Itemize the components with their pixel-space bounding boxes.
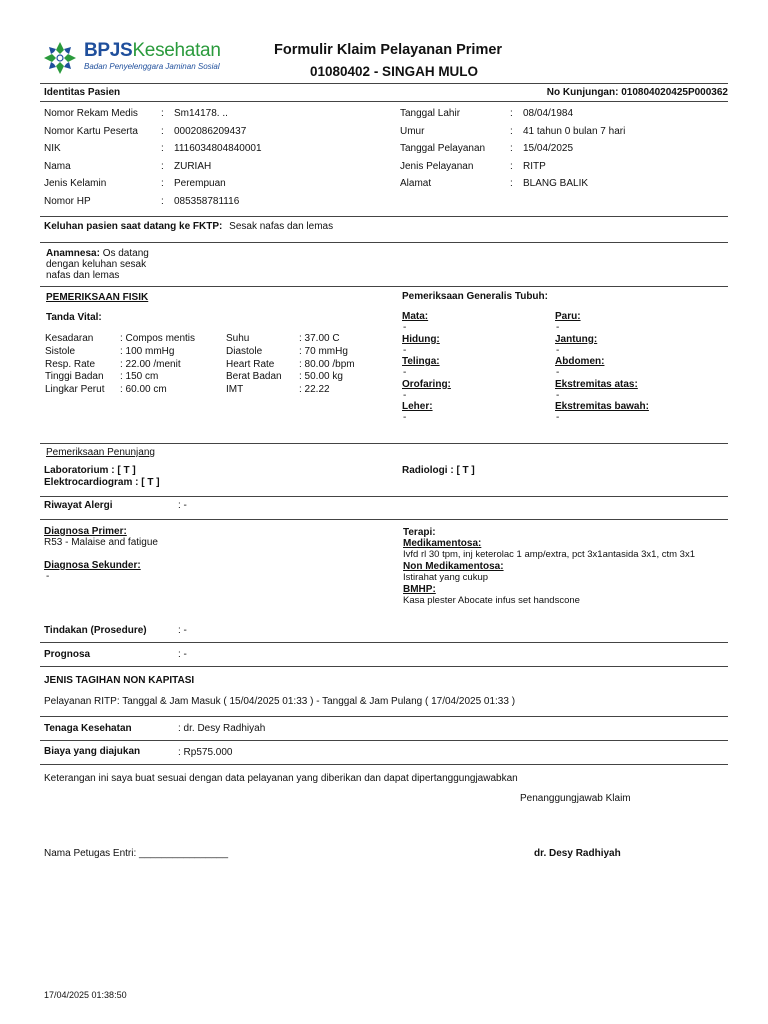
general-exam-value: - (556, 412, 560, 423)
general-exam-value: - (403, 412, 407, 423)
general-exam-label: Ekstremitas bawah: (555, 401, 649, 412)
divider (40, 286, 728, 287)
vital-label: IMT (226, 384, 244, 396)
prognosis-value: : - (178, 649, 187, 660)
bpjs-emblem-icon (42, 40, 78, 76)
vital-value: : Compos mentis (120, 333, 196, 344)
general-exam-value: - (556, 344, 560, 356)
divider (40, 101, 728, 102)
general-exam-label: Hidung: (402, 333, 440, 345)
identity-field-label: Jenis Pelayanan (400, 160, 474, 172)
divider (40, 242, 728, 243)
vital-label: Tinggi Badan (45, 371, 104, 383)
identity-field-colon: : (161, 143, 164, 154)
vital-label: Diastole (226, 345, 263, 357)
general-exam-label: Ekstremitas atas: (555, 378, 638, 390)
identity-field-colon: : (510, 160, 513, 172)
identity-field-value: Perempuan (174, 178, 226, 189)
general-exam-label: Orofaring: (402, 378, 451, 390)
identity-section-label: Identitas Pasien (44, 87, 121, 98)
anamnesis-line-1: Os datang (102, 248, 149, 259)
doctor-signature-name: dr. Desy Radhiyah (534, 848, 621, 859)
vital-signs-title: Tanda Vital: (46, 312, 102, 323)
responsible-label: Penanggungjawab Klaim (520, 793, 631, 804)
form-title: Formulir Klaim Pelayanan Primer (274, 42, 503, 58)
divider (40, 740, 728, 741)
vital-value: : 70 mmHg (299, 345, 348, 357)
primary-diagnosis-label: Diagnosa Primer: (44, 526, 127, 537)
vital-value: : 100 mmHg (120, 345, 175, 357)
procedure-value: : - (178, 625, 187, 636)
vital-label: Suhu (226, 333, 250, 344)
vital-value: : 80.00 /bpm (299, 358, 355, 370)
billing-title: JENIS TAGIHAN NON KAPITASI (44, 675, 195, 686)
vital-label: Kesadaran (45, 333, 94, 344)
logo-wordmark: BPJSKesehatan (84, 40, 221, 61)
identity-field-value: 1116034804840001 (174, 143, 262, 154)
identity-field-label: Alamat (400, 178, 432, 189)
statement-text: Keterangan ini saya buat sesuai dengan data pelayanan yang diberikan dan dapat dipertanggungjawabkan (44, 773, 518, 784)
identity-field-label: Nomor Rekam Medis (44, 108, 138, 119)
vital-value: : 22.22 (299, 384, 330, 396)
identity-field-colon: : (161, 108, 164, 119)
staff-value: : dr. Desy Radhiyah (178, 723, 266, 734)
identity-field-value: ZURIAH (174, 160, 212, 172)
identity-field-value: 15/04/2025 (523, 143, 574, 154)
identity-field-label: Nomor Kartu Peserta (44, 125, 138, 137)
lab-result: Laboratorium : [ T ] (44, 465, 136, 476)
general-exam-label: Abdomen: (555, 356, 605, 367)
general-exam-title: Pemeriksaan Generalis Tubuh: (402, 291, 548, 302)
general-exam-value: - (556, 389, 560, 401)
identity-field-colon: : (161, 160, 164, 172)
print-timestamp: 17/04/2025 01:38:50 (44, 990, 127, 1000)
identity-field-value: 0002086209437 (174, 125, 247, 137)
vital-value: : 22.00 /menit (120, 358, 181, 370)
divider (40, 496, 728, 497)
non-medication-value: Istirahat yang cukup (403, 572, 489, 583)
radiology-result: Radiologi : [ T ] (402, 465, 475, 476)
ekg-result: Elektrocardiogram : [ T ] (44, 477, 160, 488)
vital-label: Berat Badan (226, 371, 282, 383)
complaint-value: Sesak nafas dan lemas (229, 221, 334, 232)
identity-field-value: 085358781116 (174, 195, 240, 207)
allergy-value: : - (178, 500, 187, 511)
entry-officer-label: Nama Petugas Entri: ________________ (44, 848, 229, 859)
bmhp-label: BMHP: (403, 584, 436, 595)
anamnesis-line-2: dengan keluhan sesak (46, 259, 147, 270)
general-exam-value: - (403, 344, 407, 356)
secondary-diagnosis-label: Diagnosa Sekunder: (44, 560, 141, 571)
complaint-label: Keluhan pasien saat datang ke FKTP: (44, 221, 223, 232)
medication-value: Ivfd rl 30 tpm, inj keterolac 1 amp/extra, pct 3x1antasida 3x1, ctm 3x1 (403, 549, 695, 560)
general-exam-label: Paru: (555, 311, 581, 322)
general-exam-value: - (556, 322, 560, 333)
identity-field-value: BLANG BALIK (523, 178, 589, 189)
bmhp-value: Kasa plester Abocate infus set handscone (403, 595, 580, 606)
visit-number: No Kunjungan: 010804020425P000362 (546, 87, 728, 98)
general-exam-value: - (403, 367, 407, 378)
procedure-label: Tindakan (Prosedure) (44, 625, 147, 636)
identity-field-label: Tanggal Pelayanan (400, 143, 486, 154)
non-medication-label: Non Medikamentosa: (403, 561, 504, 572)
general-exam-label: Telinga: (402, 356, 440, 367)
billing-detail: Pelayanan RITP: Tanggal & Jam Masuk ( 15/04/2025 01:33 ) - Tanggal & Jam Pulang ( 17/04/2025 01:33 ) (44, 696, 516, 707)
form-subtitle: 01080402 - SINGAH MULO (310, 64, 479, 79)
divider (40, 443, 728, 444)
vital-label: Lingkar Perut (45, 384, 105, 396)
identity-field-colon: : (161, 125, 164, 137)
vital-label: Sistole (45, 345, 76, 357)
identity-field-value: Sm14178. .. (174, 108, 228, 119)
vital-value: : 150 cm (120, 371, 159, 383)
medication-label: Medikamentosa: (403, 538, 482, 549)
complaint-row (44, 221, 333, 232)
staff-label: Tenaga Kesehatan (44, 723, 132, 734)
identity-field-colon: : (510, 108, 513, 119)
identity-field-label: Nama (44, 160, 71, 172)
vital-value: : 60.00 cm (120, 384, 167, 396)
general-exam-value: - (556, 367, 560, 378)
divider (40, 519, 728, 520)
identity-field-colon: : (161, 195, 164, 207)
cost-label: Biaya yang diajukan (44, 746, 141, 757)
cost-value: : Rp575.000 (178, 747, 233, 758)
identity-field-label: Jenis Kelamin (44, 178, 107, 189)
identity-field-colon: : (510, 178, 513, 189)
support-exam-title: Pemeriksaan Penunjang (46, 447, 155, 458)
vital-value: : 50.00 kg (299, 371, 343, 383)
anamnesis-label: Anamnesa: (46, 248, 100, 259)
therapy-label: Terapi: (403, 527, 436, 538)
physical-exam-title: PEMERIKSAAN FISIK (46, 292, 149, 303)
bpjs-logo (42, 40, 222, 78)
identity-field-value: 08/04/1984 (523, 108, 574, 119)
secondary-diagnosis-value: - (46, 571, 50, 582)
vital-label: Heart Rate (226, 358, 275, 370)
anamnesis-line-3: nafas dan lemas (46, 270, 120, 281)
identity-field-label: NIK (44, 143, 61, 154)
logo-tagline: Badan Penyelenggara Jaminan Sosial (84, 62, 220, 71)
divider (40, 666, 728, 667)
identity-field-label: Nomor HP (44, 195, 91, 207)
general-exam-value: - (403, 322, 407, 333)
identity-field-colon: : (510, 125, 513, 137)
allergy-label: Riwayat Alergi (44, 500, 113, 511)
vital-label: Resp. Rate (45, 358, 96, 370)
identity-field-value: 41 tahun 0 bulan 7 hari (523, 125, 626, 137)
identity-field-value: RITP (523, 160, 546, 172)
identity-field-label: Tanggal Lahir (400, 108, 461, 119)
prognosis-label: Prognosa (44, 649, 91, 660)
general-exam-value: - (403, 389, 407, 401)
general-exam-label: Leher: (402, 401, 433, 412)
identity-field-label: Umur (400, 125, 425, 137)
identity-field-colon: : (510, 143, 513, 154)
general-exam-label: Jantung: (555, 333, 598, 345)
divider (40, 764, 728, 765)
divider (40, 642, 728, 643)
identity-field-colon: : (161, 178, 164, 189)
anamnesis-block (46, 248, 149, 281)
general-exam-label: Mata: (402, 311, 429, 322)
divider (40, 83, 728, 84)
primary-diagnosis-value: R53 - Malaise and fatigue (44, 537, 158, 548)
divider (40, 216, 728, 217)
vital-value: : 37.00 C (299, 333, 340, 344)
divider (40, 716, 728, 717)
